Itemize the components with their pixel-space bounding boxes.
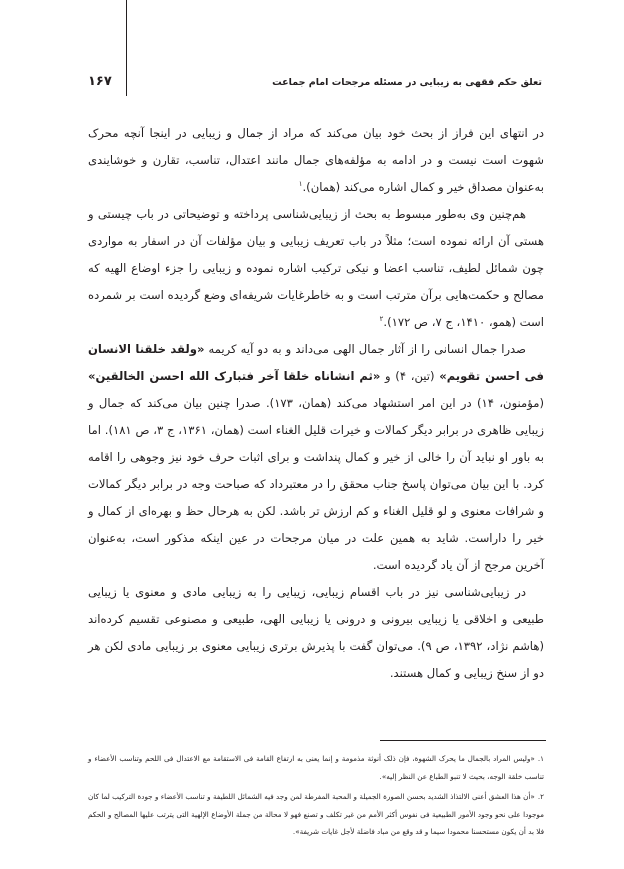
paragraph-3 [88,336,544,579]
footnotes [88,750,544,844]
footnote-1-text: «ولیس المراد بالجمال ما یحرک الشهوة، فإن ذلک أنوثة مذمومة و إنما یعنی به ارتفاع القامة فی الاستقامة مع الاعتدال فی اللحم وتناسب الأعضاء و تناسب خلقة الوجه، بحیث لا تنبو الطباع عن النظر إلیه». [88,754,544,781]
footnote-2 [88,788,544,841]
page-header [88,72,542,96]
paragraph-3-rest: (مؤمنون، ۱۴) در این امر استشهاد می‌کند (همان، ۱۷۳). صدرا چنین بیان می‌کند که جمال و زیبایی ظاهری در برابر دیگر کمالات و خیرات قلیل الغناء است (همان، ۱۳۶۱، ج ۳، ص ۱۸۱). اما به باور او نباید آن را خالی از خیر و کمال پنداشت و برای اثبات حرف خود نیز وجوهی را اقامه کرد. با این بیان می‌توان پاسخ جناب محقق را در معتبرداد که صباحت وجه در برابر دیگر کمالات و شرافات معنوی و لو قلیل الغناء و کم ارزش تر باشد. لکن به هرحال حظ و بهره‌ای از کمال و خیر را داراست. شاید به همین علت در میان مرجحات در عین اینکه مذکور است، به‌عنوان آخرین مرجح از آن یاد گردیده است. [88,396,544,572]
quran-verse-2: «ثم انشاناه خلقا آخر فتبارک الله احسن الخالقین» [88,369,381,383]
footnote-2-text: «أن هذا العشق أعنی الالتذاذ الشدید بحسن الصورة الجمیلة و المحبة المفرطة لمن وجد فیه الشمائل اللطیفة و تناسب الأعضاء و جودة الترکیب لما کان موجودا علی نحو وجود الأمور الطبیعیة فی نفوس أکثر الأمم من غیر تکلف و تصنع فهو لا محالة من جملة الأوضاع الإلهیة التی یترتب علیها المصالح و الحکم فلا بد أن یکون مستحسنا محمودا سیما و قد وقع من مباد فاضلة لأجل غایات شریفة». [88,792,544,836]
running-title: تعلق حکم فقهی به زیبایی در مسئله مرجحات امام جماعت [272,77,542,88]
footnote-1-number: ۱. [537,754,544,763]
paragraph-1 [88,120,544,201]
footnote-2-number: ۲. [537,792,544,801]
footnote-ref-2: ۲ [379,315,384,324]
paragraph-1-text: در انتهای این فراز از بحث خود بیان می‌کند که مراد از جمال و زیبایی در اینجا آنچه محرک شهوت است نیست و در ادامه به مؤلفه‌های جمال مانند اعتدال، تناسب، تقارن و خوشایندی به‌عنوان مصداق خیر و کمال اشاره می‌کند (همان). [88,126,544,194]
paragraph-3-intro: صدرا جمال انسانی را از آثار جمال الهی می‌داند و به دو آیه کریمه [208,342,526,356]
footnote-1 [88,750,544,785]
paragraph-2-text: هم‌چنین وی به‌طور مبسوط به بحث از زیبایی‌شناسی پرداخته و توضیحاتی در باب چیستی و هستی آن ارائه نموده است؛ مثلاً در باب تعریف زیبایی و بیان مؤلفات آن در اسفار به مواردی چون شمائل لطیف، تناسب اعضا و نیکی ترکیب اشاره نموده و زیبایی را جزء اوضاع الهیه که مصالح و حکمت‌هایی برآن مترتب است و به خاطرغایات شریفه‌ای وضع گردیده است بر شمرده است (همو، ۱۴۱۰، ج ۷، ص ۱۷۲). [88,207,544,329]
paragraph-4-text: در زیبایی‌شناسی نیز در باب اقسام زیبایی، زیبایی را به زیبایی مادی و معنوی یا زیبایی طبیعی و اخلاقی یا زیبایی بیرونی و درونی یا زیبایی الهی، طبیعی و مصنوعی تقسیم کرده‌اند (هاشم نژاد، ۱۳۹۲، ص ۹). می‌توان گفت با پذیرش برتری زیبایی معنوی بر زیبایی مادی لکن هر دو از سنخ زیبایی و کمال هستند. [88,585,544,680]
page-number: ۱۶۷ [88,74,112,89]
footnote-ref-1: ۱ [298,180,303,189]
quran-verse-1: «ولقد خلقنا الانسان فی احسن تقویم» [88,342,545,383]
footnote-separator [380,740,546,741]
paragraph-4 [88,579,544,687]
paragraph-3-between: (تین، ۴) و [385,369,435,383]
body-text [88,120,544,687]
paragraph-2 [88,201,544,336]
header-vertical-rule [126,0,127,96]
